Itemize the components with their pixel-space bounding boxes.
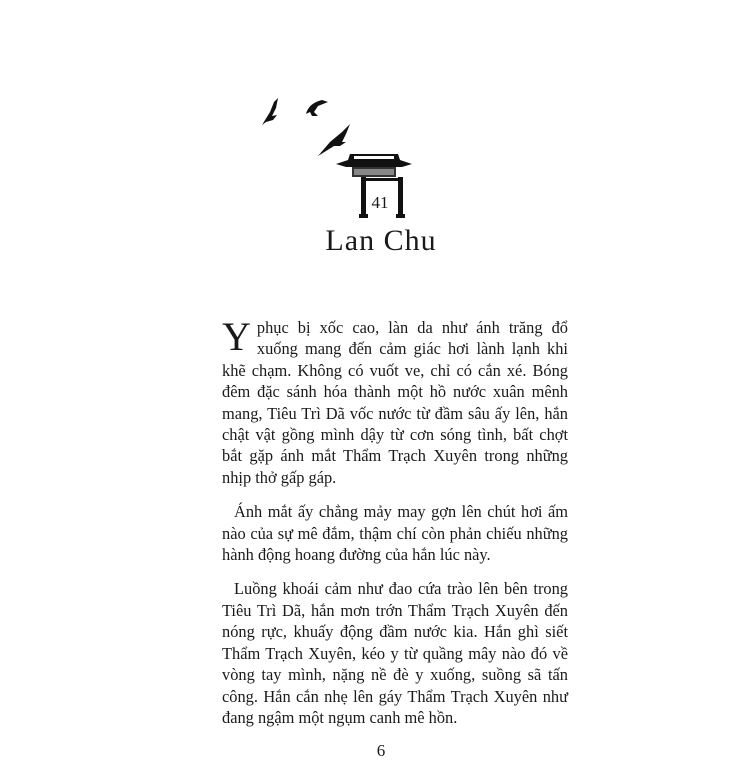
birds-icon [262,98,350,156]
paragraph: Ánh mắt ấy chẳng mảy may gợn lên chút hơi ấm nào của sự mê đắm, thậm chí còn phản chiếu những hành động hoang đường của hắn lúc này. [222,502,568,565]
chapter-body [222,314,568,761]
chapter-title: Lan Chu [325,224,437,257]
paragraph [222,314,568,488]
paragraph: Luồng khoái cảm như đao cứa trào lên bên trong Tiêu Trì Dã, hắn mơn trớn Thẩm Trạch Xuyên đến nóng rực, khuấy động đầm nước kia. Hắn ghì siết Thẩm Trạch Xuyên, kéo y từ quầng mây nào đó về vòng tay mình, nặng nề đè y xuống, suồng sã tấn công. Hắn cắn nhẹ lên gáy Thẩm Trạch Xuyên như đang ngậm một ngụm canh mê hồn. [222,579,568,727]
chapter-number: 41 [371,193,389,212]
page-number: 6 [376,741,386,761]
paragraph-text: phục bị xốc cao, làn da như ánh trăng đổ xuống mang đến cảm giác hơi lành lạnh khi khẽ chạm. Không có vuốt ve, chỉ có cắn xé. Bóng đêm đặc sánh hóa thành một hồ nước xuân mênh mang, Tiêu Trì Dã vốc nước từ đầm sâu ấy lên, hắn chật vật gồng mình dậy từ cơn sóng tình, bất chợt bắt gặp ánh mắt Thẩm Trạch Xuyên trong những nhịp thở gấp gáp. [222,318,568,487]
drop-cap: Y [222,314,251,359]
chapter-ornament [250,90,450,230]
